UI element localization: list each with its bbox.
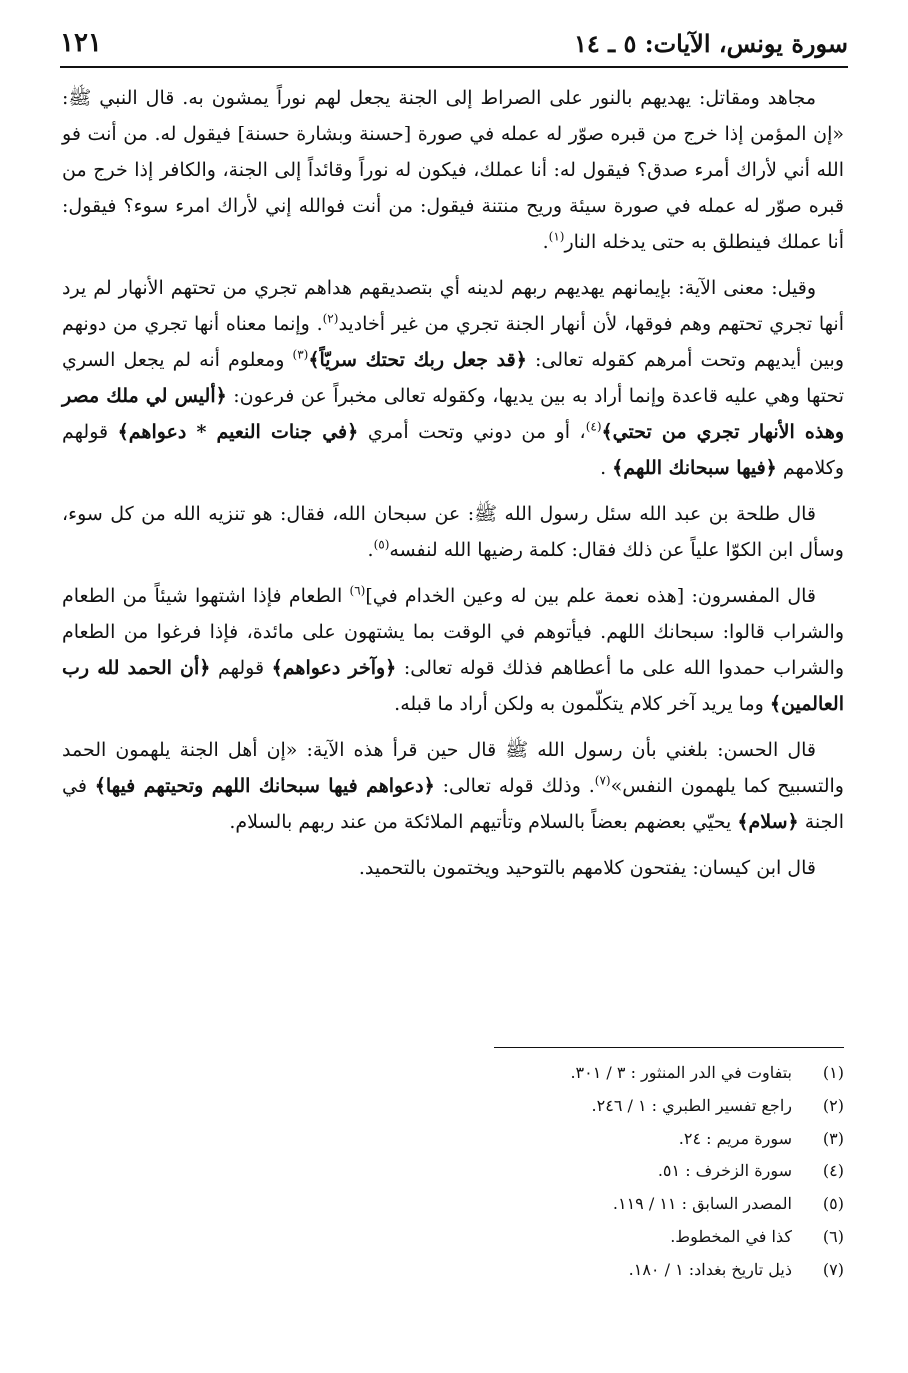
footnote-text: بتفاوت في الدر المنثور : ٣ / ٣٠١. <box>570 1063 792 1082</box>
quran-quote: ﴿وآخر دعواهم﴾ <box>271 657 397 679</box>
quran-quote: ﴿أليس لي ملك مصر وهذه الأنهار تجري من تحتي﴾ <box>62 385 845 443</box>
quran-quote: ﴿سلام﴾ <box>737 811 799 833</box>
footnote-number: (٧) <box>822 1259 844 1279</box>
footnote-ref: (١) <box>548 229 565 244</box>
footnote-text: ذيل تاريخ بغداد: ١ / ١٨٠. <box>628 1259 792 1279</box>
page-number: ١٢١ <box>60 28 102 58</box>
footnote-ref: (٢) <box>322 311 339 326</box>
quran-quote: ﴿فيها سبحانك اللهم﴾ <box>612 457 777 479</box>
footnote-text: كذا في المخطوط. <box>670 1226 792 1246</box>
footnote-number: (٤) <box>822 1161 844 1181</box>
footnote-number: (٦) <box>822 1226 844 1246</box>
footnote-text: سورة الزخرف : ٥١. <box>657 1161 792 1181</box>
footnote-ref: (٥) <box>373 537 390 552</box>
footnote-number: (١) <box>822 1063 844 1082</box>
footnote-number: (٥) <box>822 1194 844 1214</box>
footnote-item <box>300 1254 844 1287</box>
header-rule <box>60 66 848 68</box>
quran-quote: ﴿قد جعل ربك تحتك سريّاً﴾ <box>308 349 527 371</box>
footnote-number: (٢) <box>822 1095 844 1115</box>
footnote-item <box>300 1090 844 1123</box>
quran-quote: ﴿دعواهم فيها سبحانك اللهم وتحيتهم فيها﴾ <box>94 775 435 797</box>
footnote-item <box>300 1188 844 1221</box>
footnote-text: راجع تفسير الطبري : ١ / ٢٤٦. <box>591 1095 792 1115</box>
footnote-item <box>300 1155 844 1188</box>
footnote-item <box>300 1221 844 1254</box>
footnote-text: سورة مريم : ٢٤. <box>678 1128 792 1148</box>
quran-quote: ﴿أن الحمد لله رب العالمين﴾ <box>62 657 844 715</box>
footnotes <box>300 1057 844 1287</box>
footnote-rule <box>494 1047 844 1048</box>
footnote-item <box>300 1123 844 1156</box>
quran-quote: ﴿في جنات النعيم * دعواهم﴾ <box>117 421 359 443</box>
page-header <box>60 22 848 64</box>
footnote-item <box>300 1057 844 1090</box>
paragraph-4: قال المفسرون: [هذه نعمة علم بين له وعين الخدام في]$^{(٦)}$ الطعام فإذا اشتهوا شيئاً من الطعام والشراب قالوا: سبحانك اللهم. فيأتوهم في الوقت بما يشتهون على مائدة، فإذا فرغوا من الطعام والشراب حمدوا الله على ما أعطاهم فذلك قوله تعالى: ﴿وآخر دعواهم﴾ قولهم ﴿أن الحمد لله رب العالمين﴾ وما يريد آخر كلام يتكلّمون به ولكن أراد ما قبله. <box>62 583 845 715</box>
running-title: سورة يونس، الآيات: ٥ ـ ١٤ <box>573 28 848 58</box>
paragraph-6: قال ابن كيسان: يفتحون كلامهم بالتوحيد ويختمون بالتحميد. <box>358 857 816 879</box>
footnote-number: (٣) <box>822 1128 844 1148</box>
footnote-ref: (٦) <box>349 583 366 598</box>
paragraph-1: مجاهد ومقاتل: يهديهم بالنور على الصراط إلى الجنة يجعل لهم نوراً يمشون به. قال النبي ﷺ: «إن المؤمن إذا خرج من قبره صوّر له عمله في صورة [حسنة وبشارة حسنة] فيقول له. من أنت فو الله أني لأراك أمرء صدق؟ فيقول له: أنا عملك، فيكون له نوراً وقائداً إلى الجنة، والكافر إذا خرج من قبره صوّر له عمله في صورة سيئة وريح منتنة فيقول: من أنت فوالله إني لأراك امرء سوء؟ فيقول: أنا عملك فينطلق به حتى يدخله النار$^{(١)}$. <box>62 87 845 253</box>
paragraph-3: قال طلحة بن عبد الله سئل رسول الله ﷺ: عن سبحان الله، فقال: هو تنزيه الله من كل سوء، وسأل ابن الكوّا علياً عن ذلك فقال: كلمة رضيها الله لنفسه$^{(٥)}$. <box>62 503 844 561</box>
paragraph-5: قال الحسن: بلغني بأن رسول الله ﷺ قال حين قرأ هذه الآية: «إن أهل الجنة يلهمون الحمد والتسبيح كما يلهمون النفس»$^{(٧)}$. وذلك قوله تعالى: ﴿دعواهم فيها سبحانك اللهم وتحيتهم فيها﴾ في الجنة ﴿سلام﴾ يحيّي بعضهم بعضاً بالسلام وتأتيهم الملائكة من عند ربهم بالسلام. <box>62 739 844 833</box>
footnote-ref: (٧) <box>594 773 611 788</box>
footnote-text: المصدر السابق : ١١ / ١١٩. <box>612 1194 792 1214</box>
main-text <box>62 80 844 890</box>
footnote-ref: (٣) <box>292 347 309 362</box>
paragraph-2: وقيل: معنى الآية: بإيمانهم يهديهم ربهم لدينه أي بتصديقهم هداهم تجري من تحتهم الأنهار لم يرد أنها تجري تحتهم وهم فوقها، لأن أنهار الجنة تجري من غير أخاديد$^{(٢)}$. وإنما معناه أنها تجري من دونهم وبين أيديهم وتحت أمرهم كقوله تعالى: ﴿قد جعل ربك تحتك سريّاً﴾$^{(٣)}$ ومعلوم أنه لم يجعل السري تحتها وهي عليه قاعدة وإنما أراد به بين يديها، وكقوله تعالى مخبراً عن فرعون: ﴿أليس لي ملك مصر وهذه الأنهار تجري من تحتي﴾$^{(٤)}$، أو من دوني وتحت أمري ﴿في جنات النعيم * دعواهم﴾ قولهم وكلامهم ﴿فيها سبحانك اللهم﴾ . <box>62 277 845 479</box>
footnote-ref: (٤) <box>585 419 602 434</box>
